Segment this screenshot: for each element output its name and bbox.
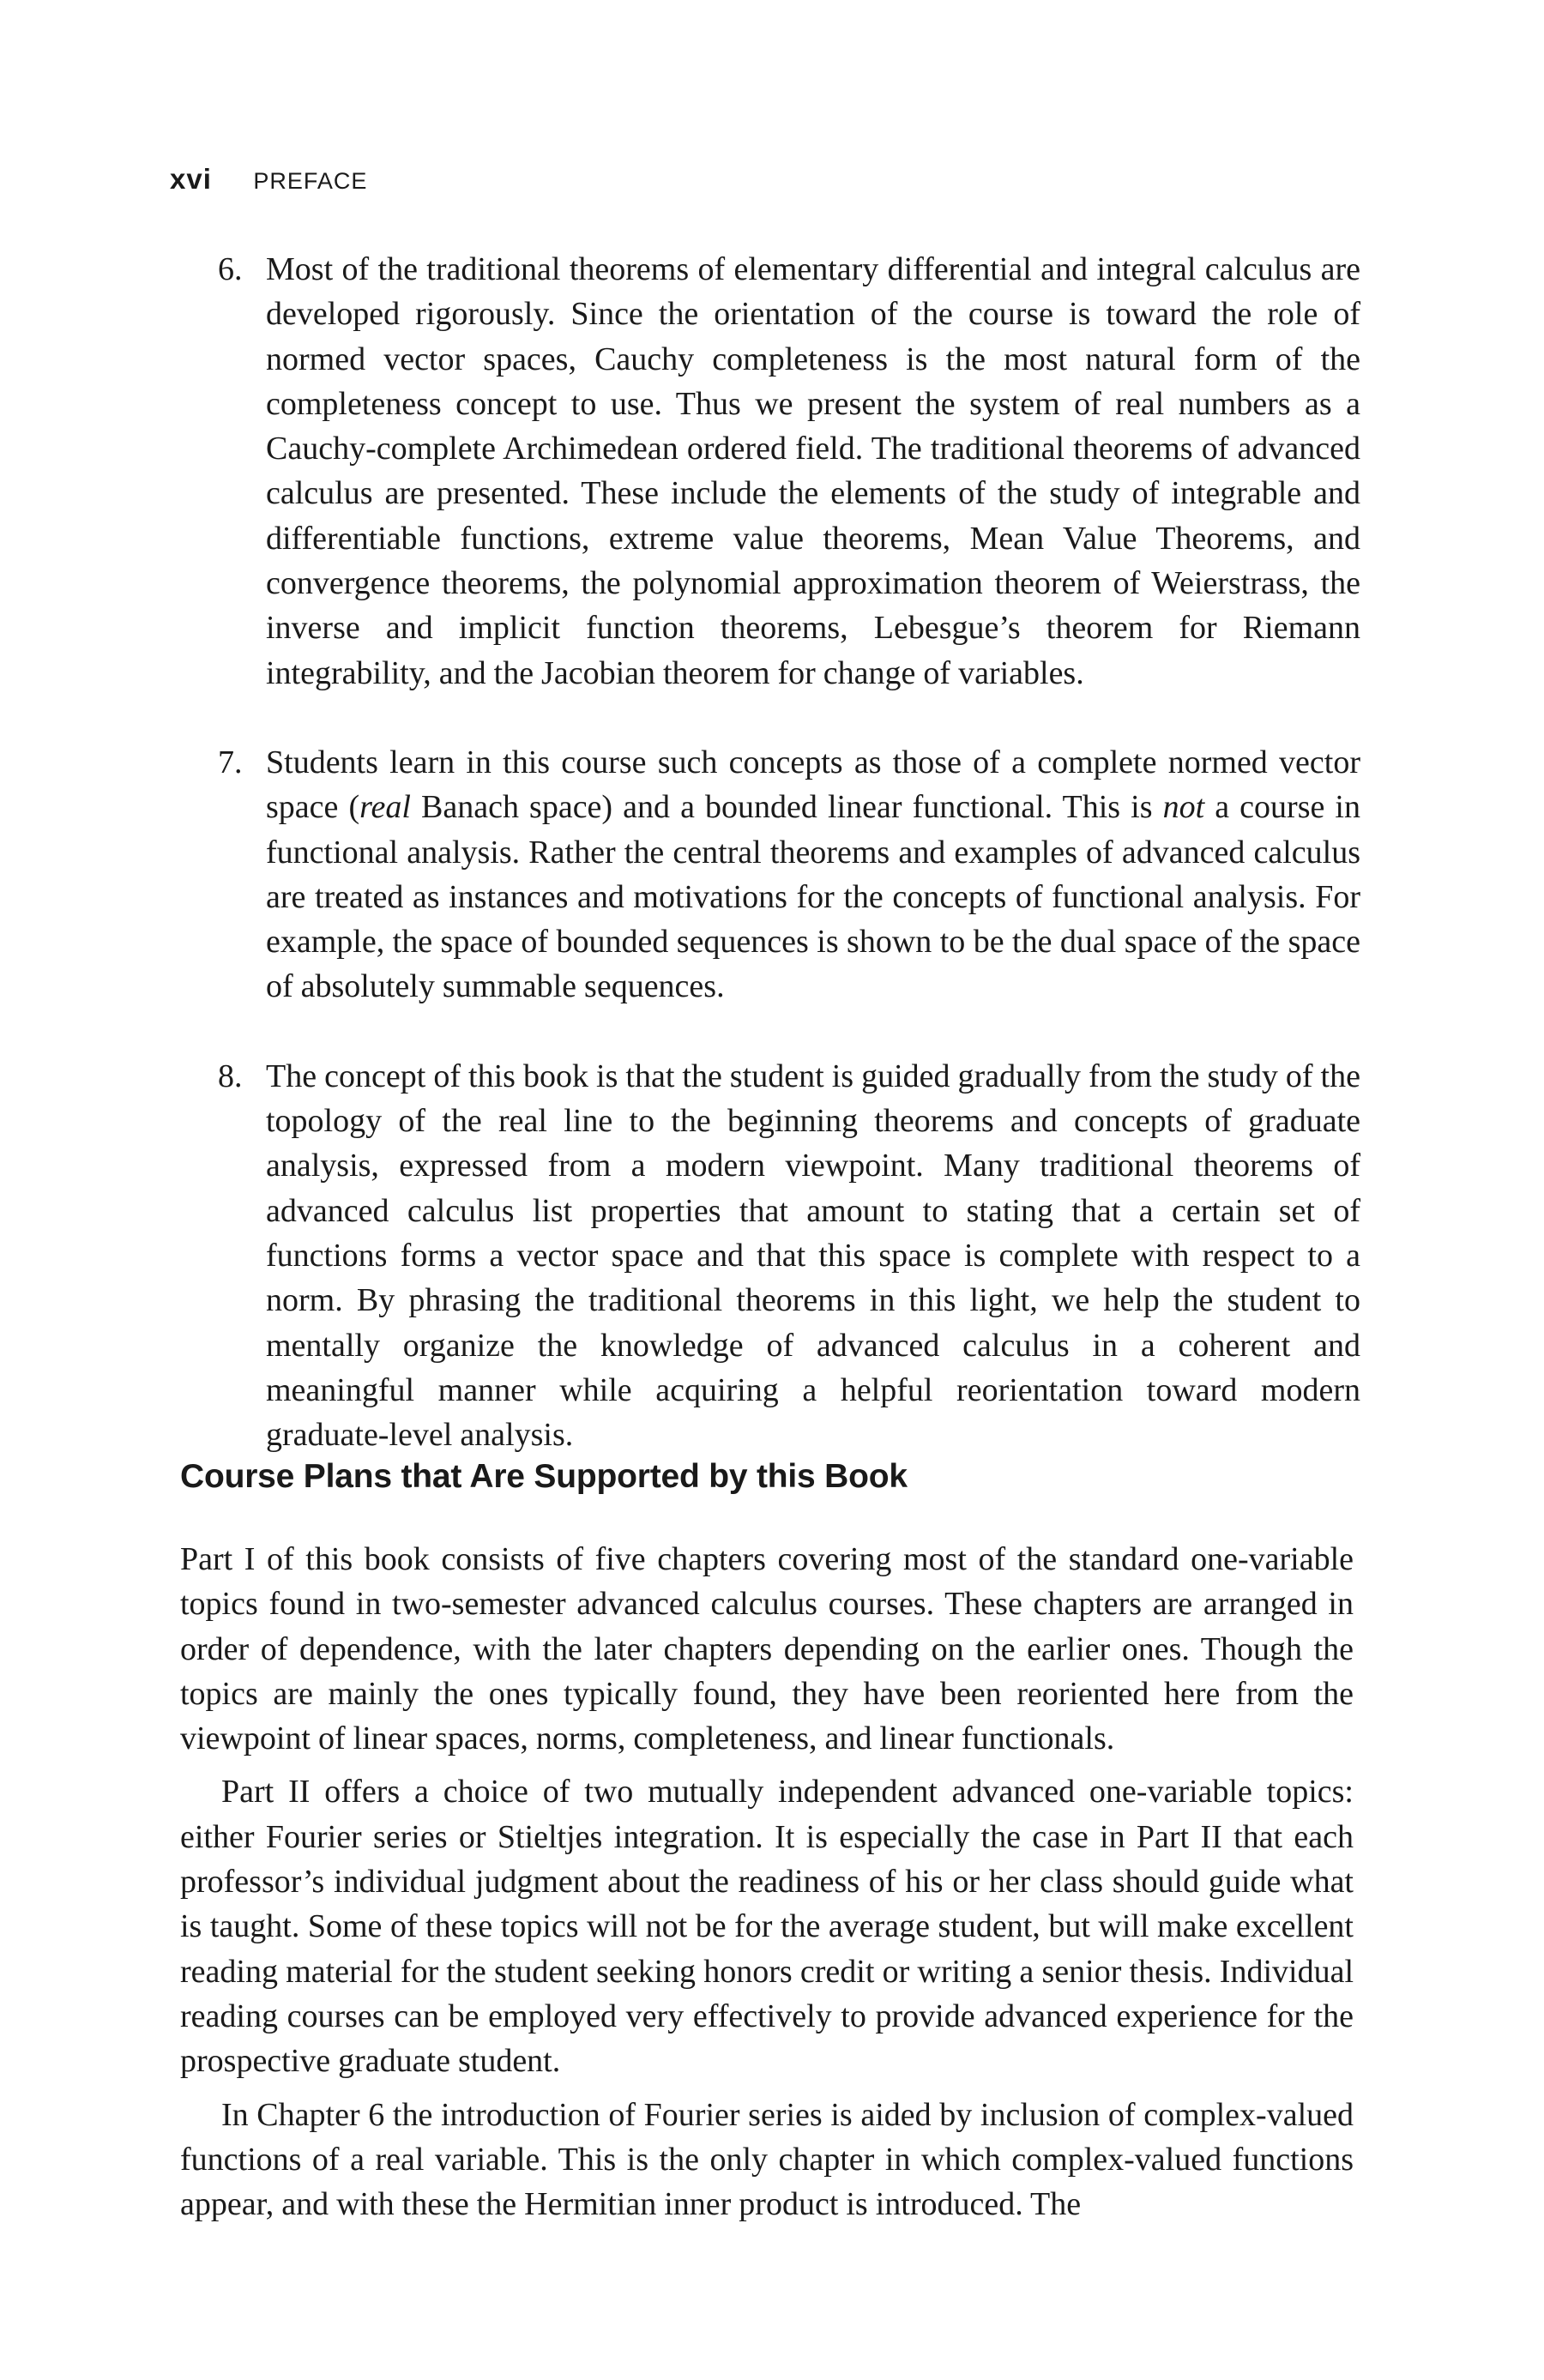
list-item-6 xyxy=(218,247,1360,696)
section-body xyxy=(180,1537,1354,2235)
list-item-text: Banach space) and a bounded linear functional. This is xyxy=(410,789,1163,826)
numbered-list xyxy=(218,247,1360,1502)
paragraph: Part II offers a choice of two mutually independent advanced one-variable topics: either Fourier series or Stieltjes integration. It is especially the case in Part II that each professor’s individual judgment about the readiness of his or her class should guide what is taught. Some of these topics will not be for the average student, but will make excellent reading material for the student seeking honors credit or writing a senior thesis. Individual reading courses can be employed very effectively to provide advanced experience for the prospective graduate student. xyxy=(180,1774,1354,2080)
section-heading: Course Plans that Are Supported by this Book xyxy=(180,1458,908,1495)
running-head xyxy=(170,163,367,196)
running-head-title: PREFACE xyxy=(253,168,368,194)
list-item-number: 8. xyxy=(218,1057,243,1094)
list-item-8 xyxy=(218,1054,1360,1458)
list-item-7 xyxy=(218,740,1360,1009)
page-number: xvi xyxy=(170,163,212,195)
emphasis-real: real xyxy=(359,789,411,826)
list-item-number: 6. xyxy=(218,251,243,287)
list-item-text: Students learn in this course such concepts as those of a complete normed vector space ( xyxy=(266,744,1360,826)
emphasis-not: not xyxy=(1162,789,1205,826)
list-item-text: The concept of this book is that the student is guided gradually from the study of the topology of the real line to the beginning theorems and concepts of graduate analysis, expressed from a modern viewpoint. Many traditional theorems of advanced calculus list properties that amount to stating that a certain set of functions forms a vector space and that this space is complete with respect to a norm. By phrasing the traditional theorems in this light, we help the student to mentally organize the knowledge of advanced calculus in a coherent and meaningful manner while acquiring a helpful reorientation toward modern graduate-level analysis. xyxy=(266,1057,1360,1454)
list-item-number: 7. xyxy=(218,744,243,780)
paragraph: In Chapter 6 the introduction of Fourier series is aided by inclusion of complex-valued functions of a real variable. This is the only chapter in which complex-valued functions appear, and with these the Hermitian inner product is introduced. The xyxy=(180,2096,1354,2223)
list-item-text: a course in functional analysis. Rather the central theorems and examples of advanced calculus are treated as instances and motivations for the concepts of functional analysis. For example, the space of bounded sequences is shown to be the dual space of the space of absolutely summable sequences. xyxy=(266,789,1360,1005)
paragraph: Part I of this book consists of five chapters covering most of the standard one-variable topics found in two-semester advanced calculus courses. These chapters are arranged in order of dependence, with the later chapters depending on the earlier ones. Though the topics are mainly the ones typically found, they have been reoriented here from the viewpoint of linear spaces, norms, completeness, and linear functionals. xyxy=(180,1541,1354,1757)
list-item-text: Most of the traditional theorems of elementary differential and integral calculus are developed rigorously. Since the orientation of the course is toward the role of normed vector spaces, Cauchy completeness is the most natural form of the completeness concept to use. Thus we present the system of real numbers as a Cauchy-complete Archimedean ordered field. The traditional theorems of advanced calculus are presented. These include the elements of the study of integrable and differentiable functions, extreme value theorems, Mean Value Theorems, and convergence theorems, the polynomial approximation theorem of Weierstrass, the inverse and implicit function theorems, Lebesgue’s theorem for Riemann integrability, and the Jacobian theorem for change of variables. xyxy=(266,251,1360,691)
